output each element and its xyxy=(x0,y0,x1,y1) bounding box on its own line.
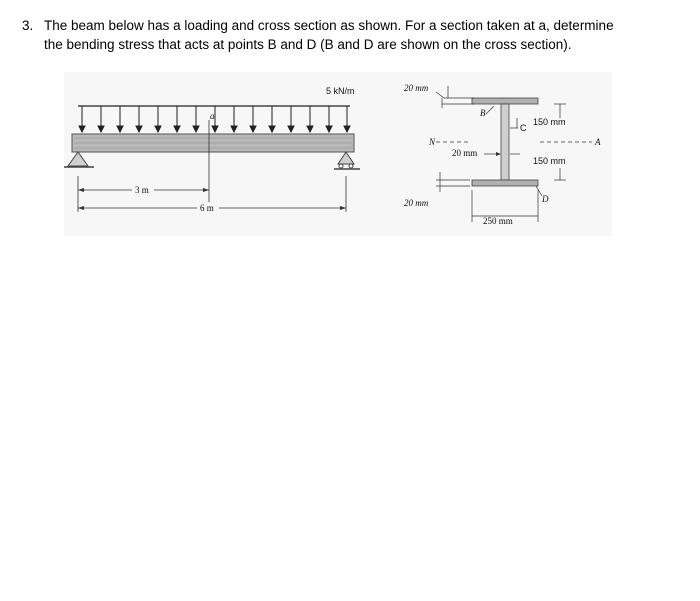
dim-3m-label: 3 m xyxy=(135,185,149,195)
top-flange xyxy=(472,98,538,104)
question-line-1: The beam below has a loading and cross section as shown. For a section taken at a, determine xyxy=(44,18,614,33)
lower-depth-label: 150 mm xyxy=(533,156,566,166)
dim-6m-label: 6 m xyxy=(200,203,214,213)
top-flange-thickness-label: 20 mm xyxy=(404,83,429,93)
bottom-flange-thickness-label: 20 mm xyxy=(404,198,429,208)
point-d-label: D xyxy=(542,194,549,204)
beam-figure xyxy=(64,72,612,236)
question-text xyxy=(44,16,664,54)
load-label: 5 kN/m xyxy=(326,86,355,96)
beam-diagram xyxy=(64,72,612,236)
flange-width-label: 250 mm xyxy=(483,216,513,226)
neutral-a-label: A xyxy=(595,137,601,147)
bottom-flange xyxy=(472,180,538,186)
question-line-2: the bending stress that acts at points B and D (B and D are shown on the cross section). xyxy=(44,37,572,52)
neutral-n-label: N xyxy=(429,137,436,147)
upper-depth-label: 150 mm xyxy=(533,117,566,127)
web-thickness-label: 20 mm xyxy=(452,148,478,158)
question-number: 3. xyxy=(22,18,34,33)
section-a-label: a xyxy=(210,111,215,121)
roller-wheel xyxy=(349,164,353,168)
roller-wheel xyxy=(339,164,343,168)
web xyxy=(501,104,509,180)
figure-background xyxy=(64,72,612,236)
point-b-label: B xyxy=(480,108,486,118)
point-c-label: C xyxy=(520,123,527,133)
